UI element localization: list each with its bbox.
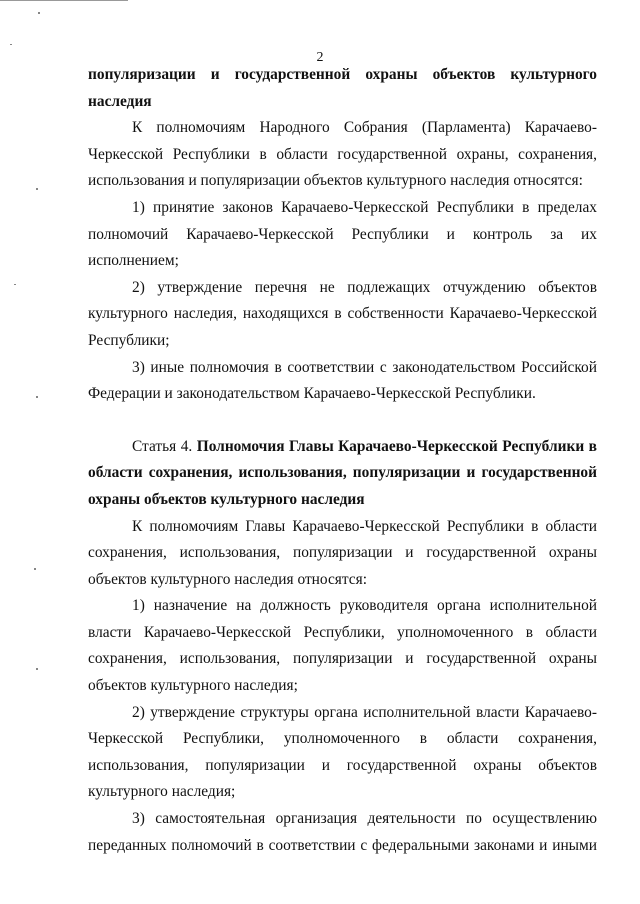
scan-artifact: [38, 12, 40, 14]
scan-artifact: [36, 396, 38, 398]
scan-artifact: [14, 284, 16, 285]
article-4-lead: К полномочиям Главы Карачаево-Черкесской Республики в области сохранения, использования, популяризации и государственной охраны объектов культурного наследия относятся:: [88, 517, 597, 588]
article-4-heading: [88, 434, 597, 514]
page-number: 2: [316, 50, 324, 65]
article-4-item-2: 2) утверждение структуры органа исполнительной власти Карачаево-Черкесской Республики, уполномоченного в области сохранения, использования, популяризации и государственной охраны объектов культурного наследия;: [88, 703, 597, 801]
scan-artifact: [36, 668, 38, 670]
document-body: [88, 62, 597, 859]
parliament-item-2: 2) утверждение перечня не подлежащих отчуждению объектов культурного наследия, находящихся в собственности Карачаево-Черкесской Республики;: [88, 278, 597, 349]
section-spacer: [88, 408, 597, 434]
parliament-lead: К полномочиям Народного Собрания (Парламента) Карачаево-Черкесской Республики в области государственной охраны, сохранения, использования и популяризации объектов культурного наследия относятся:: [88, 119, 597, 190]
scan-artifact: [10, 44, 12, 45]
article-4-item-3: 3) самостоятельная организация деятельности по осуществлению переданных полномочий в соответствии с федеральными законами и иными: [88, 810, 597, 854]
article-4-item-1: 1) назначение на должность руководителя органа исполнительной власти Карачаево-Черкесской Республики, уполномоченного в области сохранения, использования, популяризации и государственной охраны объектов культурного наследия;: [88, 597, 597, 695]
scan-artifact: [36, 188, 38, 190]
scan-edge-line: [0, 0, 128, 1]
intro-heading: популяризации и государственной охраны объектов культурного наследия: [88, 66, 597, 110]
parliament-item-3: 3) иные полномочия в соответствии с законодательством Российской Федерации и законодательством Карачаево-Черкесской Республики.: [88, 358, 597, 403]
scan-artifact: [34, 568, 36, 570]
article-4-prefix: Статья 4.: [132, 437, 197, 455]
article-4-title: Полномочия Главы Карачаево-Черкесской Республики в области сохранения, использования, популяризации и государственной охраны объектов культурного наследия: [88, 437, 597, 508]
parliament-item-1: 1) принятие законов Карачаево-Черкесской Республики в пределах полномочий Карачаево-Черкесской Республики и контроль за их исполнением;: [88, 198, 597, 270]
